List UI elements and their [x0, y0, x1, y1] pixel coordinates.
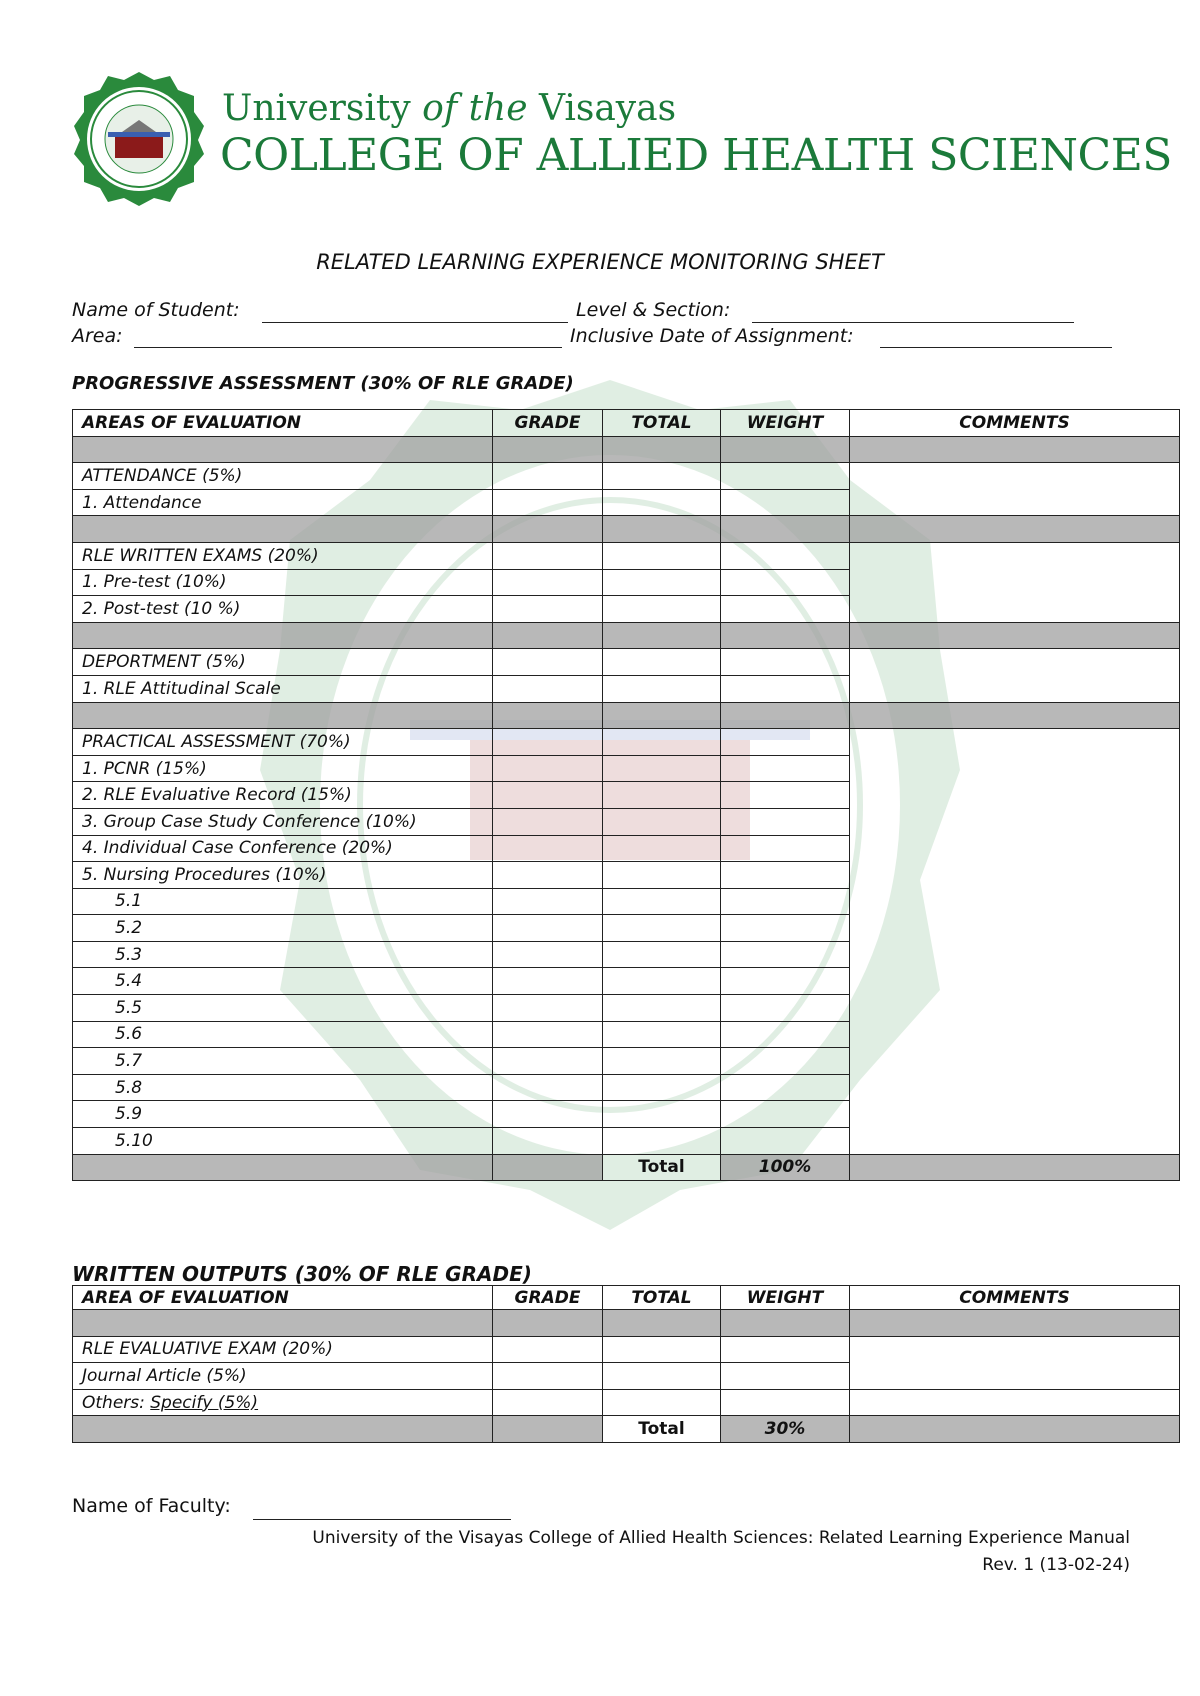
total-label: Total: [603, 1154, 721, 1181]
student-name-line[interactable]: [262, 322, 568, 323]
row-evaluative-record: 2. RLE Evaluative Record (15%): [73, 782, 493, 809]
comments-cell[interactable]: [850, 649, 1180, 702]
col-header-grade: GRADE: [493, 410, 603, 437]
weight-cell[interactable]: [721, 463, 850, 490]
col-header-total: TOTAL: [603, 1286, 721, 1310]
col-header-weight: WEIGHT: [721, 1286, 850, 1310]
col-header-comments: COMMENTS: [850, 410, 1180, 437]
row-attitudinal-scale: 1. RLE Attitudinal Scale: [73, 675, 493, 702]
row-procedure: 5.5: [73, 995, 493, 1022]
university-seal-logo: [70, 70, 208, 208]
written-outputs-table: [72, 1285, 1180, 1443]
row-procedure: 5.8: [73, 1074, 493, 1101]
section-deportment: DEPORTMENT (5%): [73, 649, 493, 676]
section-attendance: ATTENDANCE (5%): [73, 463, 493, 490]
section-practical: PRACTICAL ASSESSMENT (70%): [73, 729, 493, 756]
comments-cell[interactable]: [850, 463, 1180, 516]
total-weight: 30%: [721, 1416, 850, 1443]
footer-manual-title: University of the Visayas College of Allied Health Sciences: Related Learning Experience Manual: [312, 1528, 1130, 1548]
comments-cell[interactable]: [850, 542, 1180, 622]
comments-cell[interactable]: [850, 1336, 1180, 1389]
col-header-comments: COMMENTS: [850, 1286, 1180, 1310]
faculty-label: Name of Faculty:: [72, 1495, 231, 1517]
total-label: Total: [603, 1416, 721, 1443]
row-procedure: 5.3: [73, 941, 493, 968]
inclusive-date-label: Inclusive Date of Assignment:: [570, 325, 854, 347]
written-outputs-heading: WRITTEN OUTPUTS (30% OF RLE GRADE): [72, 1262, 532, 1286]
progressive-heading: PROGRESSIVE ASSESSMENT (30% OF RLE GRADE): [72, 373, 574, 394]
col-header-weight: WEIGHT: [721, 410, 850, 437]
row-procedure: 5.2: [73, 915, 493, 942]
inclusive-date-line[interactable]: [880, 347, 1112, 348]
area-label: Area:: [72, 325, 123, 347]
row-attendance: 1. Attendance: [73, 489, 493, 516]
col-header-area: AREA OF EVALUATION: [73, 1286, 493, 1310]
row-procedure: 5.4: [73, 968, 493, 995]
row-evaluative-exam: RLE EVALUATIVE EXAM (20%): [73, 1336, 493, 1363]
area-line[interactable]: [134, 347, 562, 348]
college-name: COLLEGE OF ALLIED HEALTH SCIENCES: [220, 130, 1172, 181]
row-procedure: 5.6: [73, 1021, 493, 1048]
row-pcnr: 1. PCNR (15%): [73, 755, 493, 782]
row-group-case-study: 3. Group Case Study Conference (10%): [73, 808, 493, 835]
total-weight: 100%: [721, 1154, 850, 1181]
row-post-test: 2. Post-test (10 %): [73, 596, 493, 623]
grade-cell[interactable]: [493, 463, 603, 490]
level-section-line[interactable]: [752, 322, 1074, 323]
footer-revision: Rev. 1 (13-02-24): [982, 1555, 1130, 1575]
col-header-area: AREAS OF EVALUATION: [73, 410, 493, 437]
row-journal-article: Journal Article (5%): [73, 1363, 493, 1390]
university-name: University of the Visayas: [222, 88, 677, 129]
col-header-grade: GRADE: [493, 1286, 603, 1310]
others-specify[interactable]: Specify (5%): [150, 1392, 259, 1413]
row-others: Others: Specify (5%): [73, 1389, 493, 1416]
sheet-title: RELATED LEARNING EXPERIENCE MONITORING SHEET: [316, 250, 884, 274]
progressive-table: [72, 409, 1180, 1181]
row-procedure: 5.7: [73, 1048, 493, 1075]
row-procedure: 5.10: [73, 1128, 493, 1155]
level-section-label: Level & Section:: [576, 299, 731, 321]
row-procedure: 5.1: [73, 888, 493, 915]
student-name-label: Name of Student:: [72, 299, 240, 321]
total-cell[interactable]: [603, 463, 721, 490]
row-pre-test: 1. Pre-test (10%): [73, 569, 493, 596]
row-procedure: 5.9: [73, 1101, 493, 1128]
row-individual-case: 4. Individual Case Conference (20%): [73, 835, 493, 862]
col-header-total: TOTAL: [603, 410, 721, 437]
section-written-exams: RLE WRITTEN EXAMS (20%): [73, 542, 493, 569]
row-nursing-procedures: 5. Nursing Procedures (10%): [73, 862, 493, 889]
faculty-name-line[interactable]: [253, 1519, 511, 1520]
comments-cell[interactable]: [850, 729, 1180, 1155]
